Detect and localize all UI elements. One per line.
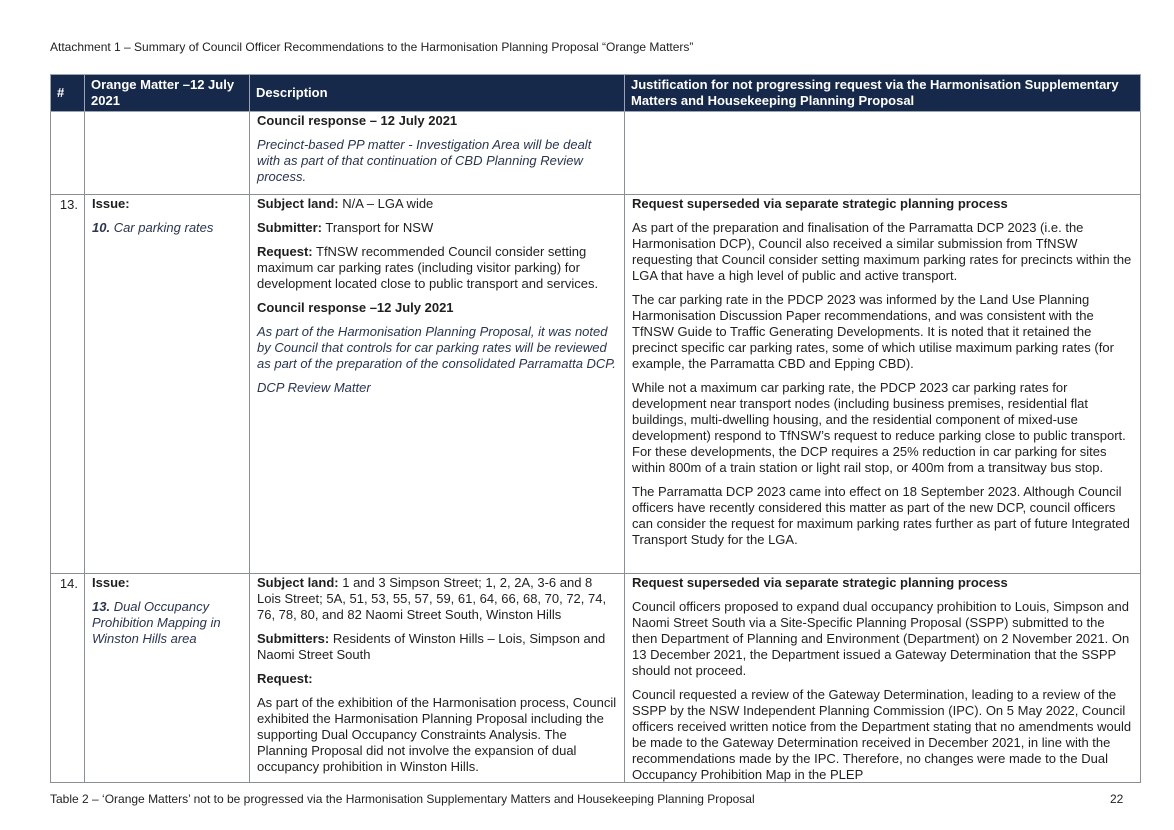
row-number: 14. <box>51 574 85 783</box>
justification-paragraph: Council officers proposed to expand dual occupancy prohibition to Louis, Simpson and Naomi Street South via a Site-Specific Planning Proposal (SSPP) submitted to the then Department of Planning and Environment (Department) on 2 November 2021. On 13 December 2021, the Department issued a Gateway Determination that the SSPP should not proceed. <box>632 599 1130 678</box>
page-number: 22 <box>1110 792 1124 806</box>
council-response-heading: Council response –12 July 2021 <box>257 300 454 315</box>
issue-label: Issue: <box>92 575 130 590</box>
orange-matters-table <box>50 74 1141 783</box>
column-header-justification: Justification for not progressing request via the Harmonisation Supplementary Matters and Housekeeping Planning Proposal <box>625 75 1141 112</box>
table-row-14 <box>51 574 1141 783</box>
column-header-number: # <box>51 75 85 112</box>
request-text: As part of the exhibition of the Harmonisation process, Council exhibited the Harmonisation Planning Proposal including the supporting Dual Occupancy Constraints Analysis. The Planning Proposal did not involve the expansion of dual occupancy prohibition in Winston Hills. <box>257 695 617 774</box>
subject-land: Subject land: N/A – LGA wide <box>257 196 434 211</box>
justification-paragraph: The Parramatta DCP 2023 came into effect on 18 September 2023. Although Council officers have recently considered this matter as part of the new DCP, council officers can consider the request for maximum parking rates further as part of future Integrated Transport Study for the LGA. <box>632 484 1130 547</box>
issue-number: 13. <box>92 599 111 614</box>
issue-number: 10. <box>92 220 111 235</box>
council-response-heading: Council response – 12 July 2021 <box>257 113 458 128</box>
table-header-row <box>51 75 1141 112</box>
column-header-orange-matter: Orange Matter –12 July 2021 <box>85 75 250 112</box>
justification-heading: Request superseded via separate strategic planning process <box>632 196 1008 211</box>
council-response-note: DCP Review Matter <box>257 380 371 395</box>
justification-heading: Request superseded via separate strategic planning process <box>632 575 1008 590</box>
request-label: Request: <box>257 671 313 686</box>
table-caption: Table 2 – ‘Orange Matters’ not to be progressed via the Harmonisation Supplementary Matters and Housekeeping Planning Proposal <box>50 792 755 806</box>
council-response-text: As part of the Harmonisation Planning Proposal, it was noted by Council that controls for car parking rates will be reviewed as part of the preparation of the consolidated Parramatta DCP. <box>257 324 616 371</box>
table-row-continued <box>51 112 1141 195</box>
request: Request: TfNSW recommended Council consider setting maximum car parking rates (including visitor parking) for development located close to public transport and services. <box>257 244 599 291</box>
justification-paragraph: Council requested a review of the Gateway Determination, leading to a review of the SSPP by the NSW Independent Planning Commission (IPC). On 5 May 2022, Council officers received written notice from the Department stating that no amendments would be made to the Gateway Determination received in December 2021, in line with the recommendations made by the IPC. Therefore, no changes were made to the Dual Occupancy Prohibition Map in the PLEP <box>632 687 1132 782</box>
subject-land: Subject land: 1 and 3 Simpson Street; 1, 2, 2A, 3-6 and 8 Lois Street; 5A, 51, 53, 55, 57, 59, 61, 64, 66, 68, 70, 72, 74, 76, 78, 80, and 82 Naomi Street South, Winston Hills <box>257 575 607 622</box>
issue-label: Issue: <box>92 196 130 211</box>
justification-paragraph: As part of the preparation and finalisation of the Parramatta DCP 2023 (i.e. the Harmonisation DCP), Council also received a similar submission from TfNSW requesting that Council consider setting maximum parking rates for precincts within the LGA that have a high level of public and active transport. <box>632 220 1132 283</box>
issue-title: 13. Dual Occupancy Prohibition Mapping in Winston Hills area <box>92 599 221 646</box>
justification-paragraph: While not a maximum car parking rate, the PDCP 2023 car parking rates for development near transport nodes (including business premises, residential flat buildings, multi-dwelling housing, and the residential component of mixed-use development) respond to TfNSW’s request to reduce parking close to public transport. For these developments, the DCP requires a 25% reduction in car parking for sites within 800m of a train station or light rail stop, or 400m from a transitway bus stop. <box>632 380 1126 475</box>
column-header-description: Description <box>250 75 625 112</box>
row-number: 13. <box>51 195 85 574</box>
document-header: Attachment 1 – Summary of Council Officer Recommendations to the Harmonisation Planning Proposal “Orange Matters” <box>50 40 694 54</box>
table-row-13 <box>51 195 1141 574</box>
submitter: Submitter: Transport for NSW <box>257 220 434 235</box>
submitters: Submitters: Residents of Winston Hills – Lois, Simpson and Naomi Street South <box>257 631 606 662</box>
issue-title: 10. Car parking rates <box>92 220 214 235</box>
council-response-text: Precinct-based PP matter - Investigation Area will be dealt with as part of that continuation of CBD Planning Review process. <box>257 137 592 184</box>
justification-paragraph: The car parking rate in the PDCP 2023 was informed by the Land Use Planning Harmonisation Discussion Paper recommendations, and was consistent with the TfNSW Guide to Traffic Generating Developments. It is noted that it retained the precinct specific car parking rates, some of which utilise maximum parking rates (for example, the Parramatta CBD and Epping CBD). <box>632 292 1114 371</box>
